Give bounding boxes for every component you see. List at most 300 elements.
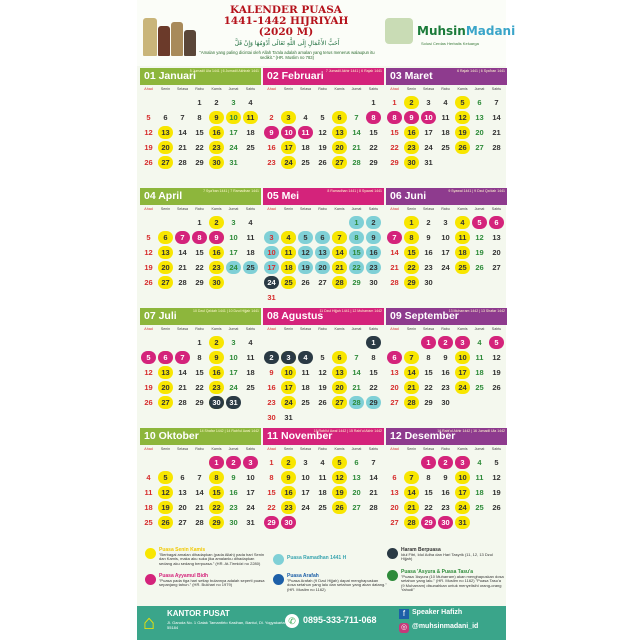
month-header	[140, 188, 261, 205]
date-cell: 13	[161, 128, 170, 137]
date-cell: 5	[494, 458, 499, 467]
weekday-label: Kamis	[334, 447, 345, 451]
date-cell: 24	[229, 263, 238, 272]
date-cell: 6	[163, 353, 168, 362]
weekday-label: Ahad	[390, 447, 399, 451]
phone-number[interactable]: 0895-333-711-068	[303, 615, 377, 625]
weekday-label: Ahad	[144, 87, 153, 91]
date-cell: 11	[284, 248, 293, 257]
weekday-label: Kamis	[457, 447, 468, 451]
date-cell: 22	[212, 503, 221, 512]
date-cell: 7	[197, 473, 202, 482]
date-cell: 14	[407, 488, 416, 497]
date-cell: 29	[424, 518, 433, 527]
weekday-label: Senin	[283, 207, 294, 211]
date-cell: 24	[424, 143, 433, 152]
date-cell: 3	[248, 458, 253, 467]
date-cell: 12	[161, 488, 170, 497]
date-cell: 11	[318, 473, 327, 482]
date-cell: 30	[267, 413, 276, 422]
date-cell: 15	[195, 128, 204, 137]
date-cell: 13	[161, 368, 170, 377]
date-cell: 16	[212, 248, 221, 257]
date-cell: 7	[337, 233, 342, 242]
date-cell: 11	[246, 113, 255, 122]
weekday-label: Sabtu	[368, 87, 379, 91]
date-cell: 25	[246, 143, 255, 152]
month-name: 09 September	[390, 310, 459, 322]
weekday-label: Senin	[406, 327, 417, 331]
date-cell: 12	[318, 128, 327, 137]
weekday-label: Senin	[160, 327, 171, 331]
date-cell: 22	[424, 503, 433, 512]
date-cell: 31	[284, 413, 293, 422]
date-cell: 17	[267, 263, 276, 272]
date-grid	[263, 335, 384, 425]
date-cell: 6	[392, 473, 397, 482]
weekday-label: Jumat	[228, 327, 239, 331]
date-cell: 5	[320, 353, 325, 362]
facebook-name[interactable]: Speaker Hafizh	[412, 609, 463, 616]
hijri-range: 15 Rabi'ul Awal 1442 | 15 Rabi'ul Akhir 1442	[313, 429, 382, 433]
date-cell: 9	[269, 128, 274, 137]
date-cell: 22	[195, 143, 204, 152]
date-cell: 4	[146, 473, 151, 482]
date-cell: 4	[320, 458, 325, 467]
date-cell: 27	[318, 278, 327, 287]
footer	[137, 606, 506, 640]
date-cell: 27	[335, 398, 344, 407]
date-cell: 27	[492, 263, 501, 272]
date-cell: 1	[197, 218, 202, 227]
weekday-label: Rabu	[318, 327, 327, 331]
weekday-label: Jumat	[474, 327, 485, 331]
date-cell: 15	[369, 128, 378, 137]
date-cell: 2	[371, 218, 376, 227]
date-cell: 26	[318, 398, 327, 407]
date-cell: 15	[424, 488, 433, 497]
date-cell: 17	[229, 368, 238, 377]
date-cell: 9	[409, 113, 414, 122]
date-cell: 31	[458, 518, 467, 527]
date-cell: 8	[214, 473, 219, 482]
date-cell: 14	[178, 248, 187, 257]
month-name: 04 April	[144, 190, 183, 202]
date-cell: 20	[390, 383, 399, 392]
date-cell: 5	[460, 98, 465, 107]
date-cell: 8	[197, 353, 202, 362]
date-cell: 17	[458, 368, 467, 377]
date-cell: 8	[269, 473, 274, 482]
date-cell: 11	[458, 233, 467, 242]
date-cell: 26	[144, 398, 153, 407]
date-cell: 14	[178, 128, 187, 137]
date-cell: 21	[178, 383, 187, 392]
date-cell: 26	[492, 503, 501, 512]
date-cell: 26	[144, 278, 153, 287]
yellow-dot-icon	[145, 548, 156, 559]
legend	[137, 548, 506, 604]
date-cell: 11	[441, 113, 450, 122]
month-card	[386, 428, 507, 546]
quote-translation: "Amalan yang paling dicintai oleh Allah Ta'ala adalah amalan yang terus menerus walaupun itu sedikit." (HR. Muslim no 783)	[199, 50, 375, 60]
date-cell: 18	[246, 248, 255, 257]
date-cell: 16	[212, 368, 221, 377]
weekday-label: Senin	[283, 447, 294, 451]
date-cell: 27	[475, 143, 484, 152]
date-cell: 23	[441, 503, 450, 512]
brand-logo	[385, 14, 516, 54]
date-cell: 18	[441, 128, 450, 137]
weekday-label: Sabtu	[491, 207, 502, 211]
date-cell: 19	[492, 368, 501, 377]
date-cell: 21	[352, 383, 361, 392]
date-cell: 2	[214, 338, 219, 347]
date-cell: 30	[212, 398, 221, 407]
date-cell: 11	[246, 233, 255, 242]
month-name: 02 Februari	[267, 70, 324, 82]
instagram-handle[interactable]: @muhsinmadani_id	[412, 623, 479, 630]
date-cell: 12	[335, 473, 344, 482]
date-cell: 26	[161, 518, 170, 527]
month-header	[386, 68, 507, 85]
date-cell: 10	[301, 473, 310, 482]
date-cell: 21	[335, 263, 344, 272]
date-cell: 4	[303, 113, 308, 122]
legend-senin-kamis: Puasa Senin Kamis "Berbagai amalan dihadapkan (pada Allah) pada hari Senin dan Kamis, maka aku suka jika amalanku dihadapkan sedang aku sedang berpuasa." (HR. At-Tirmidzi no 2280)	[159, 547, 265, 566]
date-cell: 13	[492, 233, 501, 242]
date-cell: 31	[229, 158, 238, 167]
date-cell: 6	[477, 98, 482, 107]
date-cell: 13	[335, 128, 344, 137]
date-cell: 11	[246, 353, 255, 362]
date-cell: 1	[426, 338, 431, 347]
date-cell: 25	[475, 383, 484, 392]
date-cell: 15	[407, 248, 416, 257]
date-cell: 2	[443, 338, 448, 347]
date-cell: 10	[458, 353, 467, 362]
date-cell: 2	[443, 458, 448, 467]
date-cell: 4	[248, 98, 253, 107]
date-cell: 7	[494, 98, 499, 107]
weekday-label: Sabtu	[368, 447, 379, 451]
weekday-label: Selasa	[177, 447, 188, 451]
date-cell: 8	[426, 353, 431, 362]
date-cell: 30	[441, 518, 450, 527]
month-header	[263, 188, 384, 205]
weekday-label: Jumat	[474, 207, 485, 211]
date-cell: 13	[352, 473, 361, 482]
date-cell: 1	[269, 458, 274, 467]
date-cell: 16	[441, 368, 450, 377]
date-cell: 10	[458, 473, 467, 482]
date-cell: 22	[369, 143, 378, 152]
date-cell: 24	[284, 158, 293, 167]
month-header	[263, 428, 384, 445]
date-cell: 2	[269, 353, 274, 362]
weekday-label: Kamis	[334, 207, 345, 211]
hijri-range: 10 Dzul Qa'dah 1441 | 10 Dzul Hijjah 1441	[193, 309, 259, 313]
date-cell: 3	[426, 98, 431, 107]
date-cell: 13	[318, 248, 327, 257]
date-cell: 2	[269, 113, 274, 122]
weekday-label: Ahad	[390, 87, 399, 91]
date-cell: 25	[246, 383, 255, 392]
date-cell: 1	[214, 458, 219, 467]
date-cell: 22	[267, 503, 276, 512]
date-cell: 10	[229, 233, 238, 242]
date-cell: 4	[248, 218, 253, 227]
date-grid	[263, 215, 384, 305]
date-cell: 25	[144, 518, 153, 527]
legend-arafah: Puasa Arafah "Puasa Arafah (9 Dzul Hijjah) dapat menghapuskan dosa setahun yang lalu dan setahun yang akan datang." (HR. Muslim no 1162)	[287, 573, 387, 592]
date-cell: 18	[246, 128, 255, 137]
month-card	[263, 68, 384, 186]
date-cell: 18	[318, 488, 327, 497]
weekday-label: Selasa	[300, 327, 311, 331]
date-cell: 20	[475, 128, 484, 137]
weekday-label: Jumat	[351, 87, 362, 91]
weekday-labels	[140, 207, 261, 213]
weekday-label: Selasa	[177, 207, 188, 211]
weekday-labels	[263, 327, 384, 333]
date-cell: 17	[441, 248, 450, 257]
date-grid	[386, 215, 507, 305]
date-cell: 3	[231, 218, 236, 227]
date-cell: 4	[460, 218, 465, 227]
date-grid	[140, 95, 261, 185]
legend-asyura: Puasa 'Asyura & Puasa Tasu'a "Puasa 'Asyura (10 Muharram) akan menghapuskan dosa setahun yang lalu." (HR. Muslim no 1162) "Puasa Tasu'a (9 Muharram) disunahkan untuk menyelisihi orang-orang Yahudi"	[401, 569, 504, 593]
date-cell: 21	[407, 503, 416, 512]
date-cell: 12	[458, 113, 467, 122]
date-cell: 16	[424, 248, 433, 257]
weekday-label: Rabu	[441, 207, 450, 211]
date-cell: 2	[214, 218, 219, 227]
date-cell: 14	[369, 473, 378, 482]
date-grid	[140, 215, 261, 305]
legend-haram: Haram Berpuasa Idul Fitri, Idul Adha dan Hari Tasyrik (11, 12, 13 Dzul Hijjah)	[401, 547, 493, 562]
month-name: 11 November	[267, 430, 333, 442]
date-cell: 8	[371, 113, 376, 122]
date-cell: 1	[371, 98, 376, 107]
date-cell: 3	[460, 458, 465, 467]
date-cell: 30	[441, 398, 450, 407]
date-cell: 14	[390, 248, 399, 257]
date-cell: 6	[163, 233, 168, 242]
weekday-label: Rabu	[318, 447, 327, 451]
weekday-label: Selasa	[177, 87, 188, 91]
date-cell: 7	[354, 353, 359, 362]
date-cell: 10	[229, 353, 238, 362]
date-cell: 16	[407, 128, 416, 137]
weekday-label: Ahad	[390, 207, 399, 211]
date-cell: 11	[301, 128, 310, 137]
date-cell: 10	[284, 128, 293, 137]
weekday-label: Jumat	[351, 327, 362, 331]
date-cell: 11	[301, 368, 310, 377]
date-cell: 29	[212, 518, 221, 527]
whatsapp-icon: ✆	[285, 614, 299, 628]
date-grid	[140, 335, 261, 425]
date-cell: 19	[301, 263, 310, 272]
date-cell: 21	[352, 143, 361, 152]
date-cell: 14	[352, 368, 361, 377]
date-cell: 11	[475, 473, 484, 482]
date-cell: 28	[369, 503, 378, 512]
date-cell: 27	[161, 158, 170, 167]
date-cell: 9	[214, 113, 219, 122]
date-cell: 23	[407, 143, 416, 152]
date-cell: 1	[426, 458, 431, 467]
weekday-label: Ahad	[267, 447, 276, 451]
date-cell: 2	[286, 458, 291, 467]
date-cell: 8	[354, 233, 359, 242]
month-name: 12 Desember	[390, 430, 456, 442]
date-cell: 28	[178, 158, 187, 167]
month-card	[140, 308, 261, 426]
date-cell: 5	[477, 218, 482, 227]
date-cell: 10	[424, 113, 433, 122]
date-cell: 28	[492, 143, 501, 152]
date-cell: 28	[407, 398, 416, 407]
date-cell: 18	[301, 383, 310, 392]
date-cell: 24	[441, 263, 450, 272]
weekday-label: Senin	[283, 87, 294, 91]
date-cell: 12	[318, 368, 327, 377]
weekday-label: Sabtu	[245, 447, 256, 451]
date-cell: 3	[269, 233, 274, 242]
date-cell: 27	[352, 503, 361, 512]
date-cell: 16	[441, 488, 450, 497]
date-cell: 5	[303, 233, 308, 242]
date-cell: 20	[161, 383, 170, 392]
weekday-label: Rabu	[318, 207, 327, 211]
weekday-label: Senin	[406, 447, 417, 451]
hijri-range: 11 Dzul Hijjah 1441 | 12 Muharram 1442	[319, 309, 382, 313]
date-grid	[386, 95, 507, 185]
date-cell: 22	[195, 263, 204, 272]
date-cell: 16	[229, 488, 238, 497]
weekday-label: Senin	[283, 327, 294, 331]
weekday-label: Senin	[160, 87, 171, 91]
calendar-poster	[137, 0, 516, 640]
hijri-range: 9 Syawal 1441 | 9 Dzul Qa'dah 1441	[448, 189, 505, 193]
date-cell: 25	[284, 278, 293, 287]
weekday-label: Kamis	[457, 207, 468, 211]
date-cell: 18	[475, 488, 484, 497]
weekday-label: Selasa	[300, 447, 311, 451]
month-name: 01 Januari	[144, 70, 196, 82]
date-cell: 10	[284, 368, 293, 377]
date-cell: 14	[178, 368, 187, 377]
date-cell: 25	[441, 143, 450, 152]
date-cell: 24	[229, 143, 238, 152]
month-card	[386, 308, 507, 426]
weekday-label: Rabu	[195, 207, 204, 211]
date-cell: 6	[320, 233, 325, 242]
date-cell: 19	[335, 488, 344, 497]
date-cell: 10	[267, 248, 276, 257]
date-cell: 5	[146, 353, 151, 362]
date-cell: 6	[337, 353, 342, 362]
date-cell: 9	[214, 353, 219, 362]
date-cell: 16	[212, 128, 221, 137]
date-cell: 24	[458, 383, 467, 392]
weekday-label: Jumat	[228, 447, 239, 451]
date-cell: 9	[214, 233, 219, 242]
weekday-labels	[263, 87, 384, 93]
weekday-label: Rabu	[441, 87, 450, 91]
date-cell: 19	[318, 383, 327, 392]
date-grid	[386, 455, 507, 545]
date-cell: 25	[475, 503, 484, 512]
date-cell: 9	[286, 473, 291, 482]
weekday-label: Senin	[160, 447, 171, 451]
date-cell: 12	[301, 248, 310, 257]
header	[137, 0, 516, 66]
date-cell: 28	[195, 518, 204, 527]
month-card	[386, 68, 507, 186]
month-name: 05 Mei	[267, 190, 300, 202]
date-cell: 13	[178, 488, 187, 497]
date-cell: 8	[197, 233, 202, 242]
date-cell: 9	[443, 473, 448, 482]
date-cell: 15	[195, 248, 204, 257]
date-cell: 31	[246, 518, 255, 527]
date-cell: 7	[409, 353, 414, 362]
date-cell: 14	[335, 248, 344, 257]
date-cell: 9	[443, 353, 448, 362]
date-cell: 23	[229, 503, 238, 512]
date-cell: 23	[441, 383, 450, 392]
date-cell: 10	[229, 113, 238, 122]
date-cell: 17	[284, 143, 293, 152]
date-cell: 20	[352, 488, 361, 497]
date-cell: 10	[441, 233, 450, 242]
date-cell: 1	[197, 98, 202, 107]
month-name: 06 Juni	[390, 190, 427, 202]
weekday-labels	[386, 207, 507, 213]
weekday-labels	[263, 207, 384, 213]
weekday-label: Rabu	[441, 447, 450, 451]
date-cell: 14	[195, 488, 204, 497]
weekday-label: Senin	[406, 87, 417, 91]
date-cell: 21	[369, 488, 378, 497]
weekday-labels	[140, 327, 261, 333]
date-cell: 2	[231, 458, 236, 467]
weekday-labels	[263, 447, 384, 453]
date-cell: 7	[180, 233, 185, 242]
date-cell: 16	[267, 143, 276, 152]
weekday-labels	[386, 327, 507, 333]
date-cell: 2	[409, 98, 414, 107]
date-cell: 21	[492, 128, 501, 137]
weekday-label: Kamis	[211, 327, 222, 331]
date-cell: 26	[301, 278, 310, 287]
date-cell: 8	[197, 113, 202, 122]
weekday-labels	[140, 87, 261, 93]
date-cell: 12	[492, 473, 501, 482]
weekday-labels	[386, 447, 507, 453]
date-cell: 16	[284, 488, 293, 497]
weekday-label: Selasa	[423, 327, 434, 331]
weekday-label: Kamis	[334, 87, 345, 91]
date-cell: 29	[369, 398, 378, 407]
date-cell: 15	[352, 248, 361, 257]
date-cell: 7	[392, 233, 397, 242]
date-cell: 3	[231, 98, 236, 107]
date-cell: 18	[246, 368, 255, 377]
